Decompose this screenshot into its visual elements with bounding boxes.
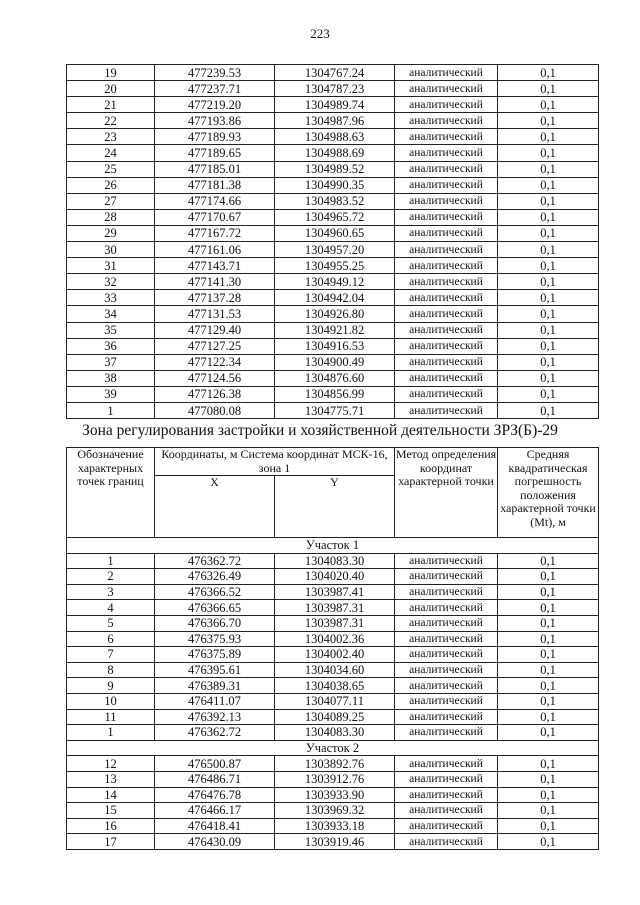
accuracy-cell: 0,1 [498,709,599,725]
y-coordinate: 1303933.18 [275,818,395,834]
x-coordinate: 476326.49 [155,569,275,585]
accuracy-cell: 0,1 [498,242,599,258]
accuracy-cell: 0,1 [498,354,599,370]
accuracy-cell: 0,1 [498,600,599,616]
y-coordinate: 1304034.60 [275,662,395,678]
method-cell: аналитический [395,771,498,787]
method-cell: аналитический [395,834,498,850]
method-cell: аналитический [395,662,498,678]
x-coordinate: 476418.41 [155,818,275,834]
y-coordinate: 1303919.46 [275,834,395,850]
y-coordinate: 1304767.24 [275,65,395,81]
y-coordinate: 1304988.63 [275,129,395,145]
point-number: 38 [67,370,155,386]
accuracy-cell: 0,1 [498,81,599,97]
accuracy-cell: 0,1 [498,818,599,834]
table-row [67,771,599,787]
method-cell: аналитический [395,600,498,616]
point-number: 1 [67,553,155,569]
point-number: 16 [67,818,155,834]
x-coordinate: 477080.08 [155,402,275,418]
method-cell: аналитический [395,322,498,338]
x-coordinate: 477239.53 [155,65,275,81]
section-row [67,740,599,756]
method-cell: аналитический [395,569,498,585]
y-coordinate: 1304965.72 [275,209,395,225]
x-coordinate: 476375.89 [155,647,275,663]
y-coordinate: 1303987.41 [275,584,395,600]
y-coordinate: 1303892.76 [275,756,395,772]
y-coordinate: 1303912.76 [275,771,395,787]
point-number: 30 [67,242,155,258]
method-cell: аналитический [395,290,498,306]
table-row [67,65,599,81]
table-row [67,615,599,631]
table-row [67,242,599,258]
point-number: 8 [67,662,155,678]
point-number: 26 [67,177,155,193]
x-coordinate: 477124.56 [155,370,275,386]
header-method: Метод определения координат характерной точки [395,448,498,538]
y-coordinate: 1304990.35 [275,177,395,193]
method-cell: аналитический [395,209,498,225]
accuracy-cell: 0,1 [498,322,599,338]
point-number: 35 [67,322,155,338]
y-coordinate: 1304942.04 [275,290,395,306]
point-number: 36 [67,338,155,354]
point-number: 14 [67,787,155,803]
accuracy-cell: 0,1 [498,177,599,193]
table-row [67,161,599,177]
accuracy-cell: 0,1 [498,209,599,225]
table-row [67,258,599,274]
x-coordinate: 476366.52 [155,584,275,600]
accuracy-cell: 0,1 [498,569,599,585]
table-row [67,193,599,209]
method-cell: аналитический [395,756,498,772]
point-number: 33 [67,290,155,306]
accuracy-cell: 0,1 [498,386,599,402]
x-coordinate: 476476.78 [155,787,275,803]
x-coordinate: 477181.38 [155,177,275,193]
y-coordinate: 1304957.20 [275,242,395,258]
method-cell: аналитический [395,631,498,647]
y-coordinate: 1304077.11 [275,693,395,709]
accuracy-cell: 0,1 [498,65,599,81]
x-coordinate: 476366.65 [155,600,275,616]
x-coordinate: 477170.67 [155,209,275,225]
y-coordinate: 1304916.53 [275,338,395,354]
accuracy-cell: 0,1 [498,678,599,694]
accuracy-cell: 0,1 [498,803,599,819]
table-row [67,818,599,834]
point-number: 19 [67,65,155,81]
table-row [67,631,599,647]
y-coordinate: 1304955.25 [275,258,395,274]
accuracy-cell: 0,1 [498,787,599,803]
method-cell: аналитический [395,113,498,129]
x-coordinate: 476411.07 [155,693,275,709]
point-number: 24 [67,145,155,161]
y-coordinate: 1304988.69 [275,145,395,161]
accuracy-cell: 0,1 [498,553,599,569]
table-row [67,693,599,709]
point-number: 3 [67,584,155,600]
section-row [67,538,599,554]
accuracy-cell: 0,1 [498,725,599,741]
accuracy-cell: 0,1 [498,631,599,647]
y-coordinate: 1304921.82 [275,322,395,338]
accuracy-cell: 0,1 [498,258,599,274]
table-row [67,113,599,129]
y-coordinate: 1304856.99 [275,386,395,402]
point-number: 17 [67,834,155,850]
table-row [67,787,599,803]
table-row [67,129,599,145]
y-coordinate: 1304038.65 [275,678,395,694]
x-coordinate: 476362.72 [155,553,275,569]
table-row [67,354,599,370]
accuracy-cell: 0,1 [498,615,599,631]
accuracy-cell: 0,1 [498,647,599,663]
x-coordinate: 477167.72 [155,225,275,241]
x-coordinate: 477137.28 [155,290,275,306]
method-cell: аналитический [395,338,498,354]
table-row [67,145,599,161]
table-row [67,553,599,569]
method-cell: аналитический [395,161,498,177]
accuracy-cell: 0,1 [498,306,599,322]
x-coordinate: 477189.65 [155,145,275,161]
x-coordinate: 476395.61 [155,662,275,678]
x-coordinate: 477174.66 [155,193,275,209]
method-cell: аналитический [395,258,498,274]
section-title: Участок 2 [67,740,599,756]
point-number: 7 [67,647,155,663]
point-number: 15 [67,803,155,819]
y-coordinate: 1303987.31 [275,615,395,631]
x-coordinate: 477126.38 [155,386,275,402]
header-x: X [155,476,275,538]
x-coordinate: 476366.70 [155,615,275,631]
point-number: 37 [67,354,155,370]
table-row [67,209,599,225]
table-row [67,370,599,386]
point-number: 21 [67,97,155,113]
method-cell: аналитический [395,615,498,631]
accuracy-cell: 0,1 [498,662,599,678]
y-coordinate: 1304987.96 [275,113,395,129]
method-cell: аналитический [395,553,498,569]
table-row [67,725,599,741]
method-cell: аналитический [395,647,498,663]
x-coordinate: 476500.87 [155,756,275,772]
table-row [67,97,599,113]
point-number: 10 [67,693,155,709]
y-coordinate: 1304960.65 [275,225,395,241]
accuracy-cell: 0,1 [498,145,599,161]
method-cell: аналитический [395,386,498,402]
table-row [67,306,599,322]
header-accuracy: Средняя квадратическая погрешность положения характерной точки (Mt), м [498,448,599,538]
table-row [67,600,599,616]
point-number: 32 [67,274,155,290]
x-coordinate: 476392.13 [155,709,275,725]
table-row [67,803,599,819]
method-cell: аналитический [395,693,498,709]
accuracy-cell: 0,1 [498,290,599,306]
table-row [67,678,599,694]
y-coordinate: 1304002.36 [275,631,395,647]
table-row [67,647,599,663]
table-row [67,569,599,585]
method-cell: аналитический [395,402,498,418]
point-number: 25 [67,161,155,177]
point-number: 11 [67,709,155,725]
point-number: 9 [67,678,155,694]
table-row [67,386,599,402]
table-row [67,322,599,338]
zone-coordinates-table [66,447,599,850]
y-coordinate: 1304989.74 [275,97,395,113]
x-coordinate: 477219.20 [155,97,275,113]
page-number: 223 [310,26,330,41]
accuracy-cell: 0,1 [498,113,599,129]
x-coordinate: 477237.71 [155,81,275,97]
table-row [67,290,599,306]
x-coordinate: 477122.34 [155,354,275,370]
method-cell: аналитический [395,177,498,193]
accuracy-cell: 0,1 [498,834,599,850]
accuracy-cell: 0,1 [498,274,599,290]
x-coordinate: 476486.71 [155,771,275,787]
accuracy-cell: 0,1 [498,129,599,145]
table-row [67,177,599,193]
table-row [67,584,599,600]
point-number: 13 [67,771,155,787]
point-number: 29 [67,225,155,241]
method-cell: аналитический [395,225,498,241]
table-row [67,274,599,290]
point-number: 27 [67,193,155,209]
accuracy-cell: 0,1 [498,402,599,418]
header-coordinates: Координаты, м Система координат МСК-16, зона 1 [155,448,395,476]
y-coordinate: 1303969.32 [275,803,395,819]
x-coordinate: 476430.09 [155,834,275,850]
point-number: 1 [67,402,155,418]
x-coordinate: 476362.72 [155,725,275,741]
method-cell: аналитический [395,65,498,81]
method-cell: аналитический [395,354,498,370]
method-cell: аналитический [395,193,498,209]
table-row [67,709,599,725]
y-coordinate: 1304983.52 [275,193,395,209]
y-coordinate: 1304949.12 [275,274,395,290]
accuracy-cell: 0,1 [498,225,599,241]
point-number: 12 [67,756,155,772]
x-coordinate: 477129.40 [155,322,275,338]
method-cell: аналитический [395,242,498,258]
section-title: Участок 1 [67,538,599,554]
y-coordinate: 1304787.23 [275,81,395,97]
y-coordinate: 1304926.80 [275,306,395,322]
point-number: 34 [67,306,155,322]
point-number: 2 [67,569,155,585]
accuracy-cell: 0,1 [498,756,599,772]
x-coordinate: 477127.25 [155,338,275,354]
zone-title: Зона регулирования застройки и хозяйственной деятельности ЗРЗ(Б)-29 [82,422,558,439]
x-coordinate: 477141.30 [155,274,275,290]
method-cell: аналитический [395,129,498,145]
point-number: 4 [67,600,155,616]
y-coordinate: 1304002.40 [275,647,395,663]
table-row [67,662,599,678]
table-row [67,225,599,241]
method-cell: аналитический [395,274,498,290]
point-number: 1 [67,725,155,741]
method-cell: аналитический [395,584,498,600]
header-y: Y [275,476,395,538]
table-row [67,402,599,418]
x-coordinate: 476466.17 [155,803,275,819]
x-coordinate: 477143.71 [155,258,275,274]
y-coordinate: 1304989.52 [275,161,395,177]
x-coordinate: 477185.01 [155,161,275,177]
accuracy-cell: 0,1 [498,193,599,209]
method-cell: аналитический [395,145,498,161]
y-coordinate: 1304020.40 [275,569,395,585]
accuracy-cell: 0,1 [498,338,599,354]
y-coordinate: 1304775.71 [275,402,395,418]
method-cell: аналитический [395,678,498,694]
point-number: 22 [67,113,155,129]
point-number: 39 [67,386,155,402]
header-point-designation: Обозначение характерных точек границ [67,448,155,538]
y-coordinate: 1304089.25 [275,709,395,725]
y-coordinate: 1304900.49 [275,354,395,370]
point-number: 6 [67,631,155,647]
x-coordinate: 477131.53 [155,306,275,322]
accuracy-cell: 0,1 [498,771,599,787]
y-coordinate: 1304083.30 [275,553,395,569]
table-row [67,81,599,97]
method-cell: аналитический [395,787,498,803]
accuracy-cell: 0,1 [498,161,599,177]
table-row [67,338,599,354]
x-coordinate: 477161.06 [155,242,275,258]
accuracy-cell: 0,1 [498,97,599,113]
method-cell: аналитический [395,370,498,386]
point-number: 23 [67,129,155,145]
x-coordinate: 477193.86 [155,113,275,129]
method-cell: аналитический [395,81,498,97]
method-cell: аналитический [395,818,498,834]
point-number: 5 [67,615,155,631]
method-cell: аналитический [395,803,498,819]
table-row [67,834,599,850]
accuracy-cell: 0,1 [498,370,599,386]
x-coordinate: 476375.93 [155,631,275,647]
method-cell: аналитический [395,306,498,322]
method-cell: аналитический [395,709,498,725]
point-number: 20 [67,81,155,97]
accuracy-cell: 0,1 [498,584,599,600]
coordinates-table-continued [66,64,599,419]
point-number: 31 [67,258,155,274]
accuracy-cell: 0,1 [498,693,599,709]
y-coordinate: 1303987.31 [275,600,395,616]
y-coordinate: 1304876.60 [275,370,395,386]
point-number: 28 [67,209,155,225]
x-coordinate: 477189.93 [155,129,275,145]
y-coordinate: 1303933.90 [275,787,395,803]
y-coordinate: 1304083.30 [275,725,395,741]
method-cell: аналитический [395,97,498,113]
method-cell: аналитический [395,725,498,741]
x-coordinate: 476389.31 [155,678,275,694]
table-row [67,756,599,772]
